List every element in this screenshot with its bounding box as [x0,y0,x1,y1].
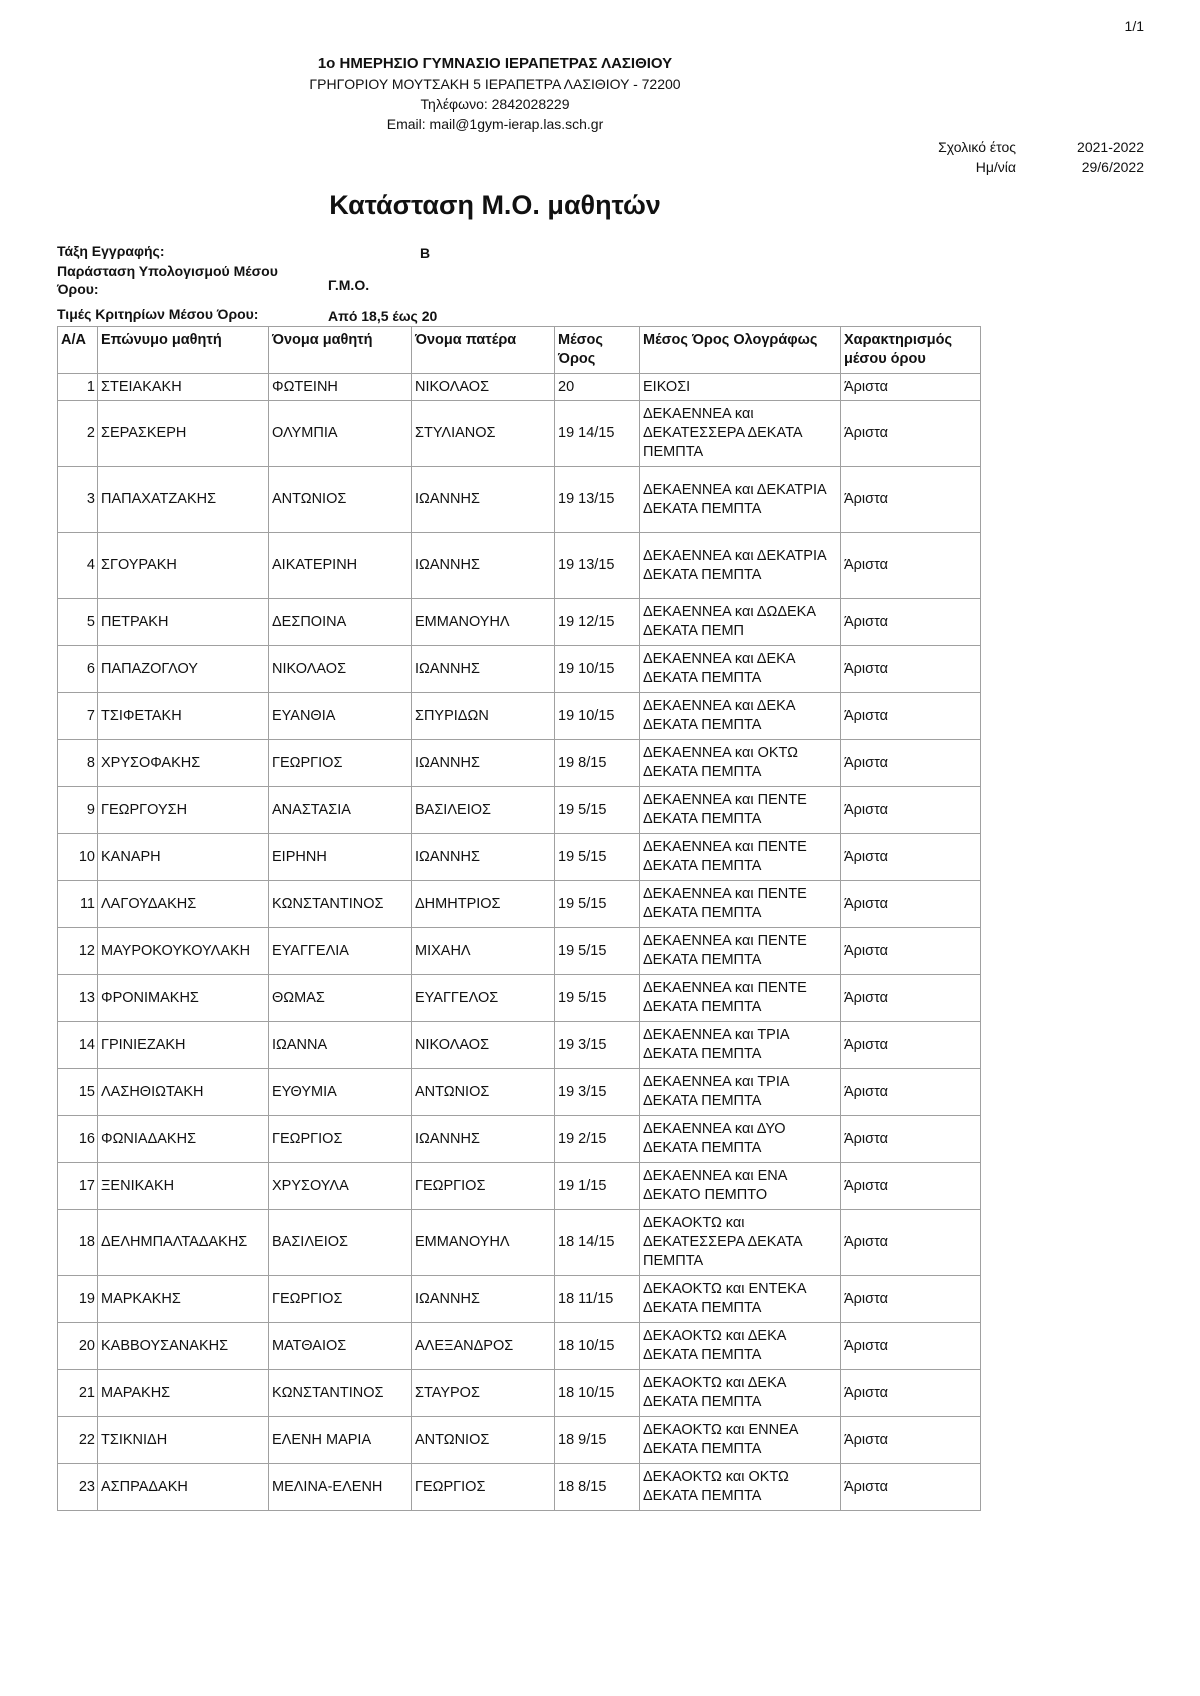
grade-label: Άριστα [841,467,981,533]
row-number: 12 [58,928,98,975]
average-in-words: ΔΕΚΑΕΝΝΕΑ και ΔΕΚΑΤΡΙΑ ΔΕΚΑΤΑ ΠΕΜΠΤΑ [640,467,841,533]
average-in-words: ΔΕΚΑΕΝΝΕΑ και ΠΕΝΤΕ ΔΕΚΑΤΑ ΠΕΜΠΤΑ [640,834,841,881]
row-number: 10 [58,834,98,881]
student-name: ΓΕΩΡΓΙΟΣ [269,1116,412,1163]
grade-label: Άριστα [841,1210,981,1276]
student-name: ΕΛΕΝΗ ΜΑΡΙΑ [269,1417,412,1464]
student-surname: ΓΕΩΡΓΟΥΣΗ [98,787,269,834]
student-surname: ΑΣΠΡΑΔΑΚΗ [98,1464,269,1511]
student-name: ΕΥΑΓΓΕΛΙΑ [269,928,412,975]
row-number: 6 [58,646,98,693]
average: 19 3/15 [555,1022,640,1069]
student-name: ΕΥΘΥΜΙΑ [269,1069,412,1116]
student-surname: ΤΣΙΚΝΙΔΗ [98,1417,269,1464]
table-row [58,693,981,740]
student-name: ΘΩΜΑΣ [269,975,412,1022]
grade-label: Άριστα [841,1022,981,1069]
student-surname: ΠΕΤΡΑΚΗ [98,599,269,646]
grade-label: Άριστα [841,1464,981,1511]
average-in-words: ΔΕΚΑΕΝΝΕΑ και ΠΕΝΤΕ ΔΕΚΑΤΑ ΠΕΜΠΤΑ [640,787,841,834]
col-avg-words: Μέσος Όρος Ολογράφως [640,327,841,374]
row-number: 22 [58,1417,98,1464]
col-name: Όνομα μαθητή [269,327,412,374]
school-year-label: Σχολικό έτος [938,139,1016,155]
row-number: 3 [58,467,98,533]
student-surname: ΦΩΝΙΑΔΑΚΗΣ [98,1116,269,1163]
student-surname: ΣΕΡΑΣΚΕΡΗ [98,401,269,467]
average: 18 9/15 [555,1417,640,1464]
page-number: 1/1 [1124,18,1144,34]
student-surname: ΞΕΝΙΚΑΚΗ [98,1163,269,1210]
table-row [58,1417,981,1464]
average: 19 12/15 [555,599,640,646]
student-name: ΑΝΤΩΝΙΟΣ [269,467,412,533]
average: 19 10/15 [555,646,640,693]
average: 19 2/15 [555,1116,640,1163]
father-name: ΙΩΑΝΝΗΣ [412,646,555,693]
student-surname: ΤΣΙΦΕΤΑΚΗ [98,693,269,740]
col-aa: Α/Α [58,327,98,374]
grade-label: Άριστα [841,740,981,787]
grade-label: Άριστα [841,1163,981,1210]
student-name: ΚΩΝΣΤΑΝΤΙΝΟΣ [269,881,412,928]
father-name: ΣΤΑΥΡΟΣ [412,1370,555,1417]
row-number: 14 [58,1022,98,1069]
average-in-words: ΔΕΚΑΕΝΝΕΑ και ΔΩΔΕΚΑ ΔΕΚΑΤΑ ΠΕΜΠ [640,599,841,646]
father-name: ΙΩΑΝΝΗΣ [412,1116,555,1163]
average-in-words: ΔΕΚΑΕΝΝΕΑ και ΤΡΙΑ ΔΕΚΑΤΑ ΠΕΜΠΤΑ [640,1022,841,1069]
range-value: Από 18,5 έως 20 [328,308,438,324]
average: 20 [555,374,640,401]
average: 19 14/15 [555,401,640,467]
father-name: ΙΩΑΝΝΗΣ [412,740,555,787]
average-in-words: ΔΕΚΑΟΚΤΩ και ΔΕΚΑ ΔΕΚΑΤΑ ΠΕΜΠΤΑ [640,1370,841,1417]
father-name: ΜΙΧΑΗΛ [412,928,555,975]
father-name: ΝΙΚΟΛΑΟΣ [412,374,555,401]
school-address: ΓΡΗΓΟΡΙΟΥ ΜΟΥΤΣΑΚΗ 5 ΙΕΡΑΠΕΤΡΑ ΛΑΣΙΘΙΟΥ - 72200 [309,76,681,92]
average-in-words: ΔΕΚΑΕΝΝΕΑ και ΕΝΑ ΔΕΚΑΤΟ ΠΕΜΠΤΟ [640,1163,841,1210]
grade-label: Άριστα [841,975,981,1022]
student-name: ΑΙΚΑΤΕΡΙΝΗ [269,533,412,599]
row-number: 7 [58,693,98,740]
father-name: ΣΠΥΡΙΔΩΝ [412,693,555,740]
row-number: 15 [58,1069,98,1116]
student-surname: ΛΑΓΟΥΔΑΚΗΣ [98,881,269,928]
range-label: Τιμές Κριτηρίων Μέσου Όρου: [57,306,259,322]
table-row [58,787,981,834]
father-name: ΙΩΑΝΝΗΣ [412,1276,555,1323]
average-in-words: ΕΙΚΟΣΙ [640,374,841,401]
average-in-words: ΔΕΚΑΕΝΝΕΑ και ΔΕΚΑΤΡΙΑ ΔΕΚΑΤΑ ΠΕΜΠΤΑ [640,533,841,599]
row-number: 13 [58,975,98,1022]
father-name: ΕΜΜΑΝΟΥΗΛ [412,1210,555,1276]
table-row [58,1323,981,1370]
row-number: 9 [58,787,98,834]
father-name: ΓΕΩΡΓΙΟΣ [412,1464,555,1511]
grade-label: Άριστα [841,693,981,740]
school-header [0,54,990,134]
student-surname: ΛΑΣΗΘΙΩΤΑΚΗ [98,1069,269,1116]
average-in-words: ΔΕΚΑΕΝΝΕΑ και ΤΡΙΑ ΔΕΚΑΤΑ ΠΕΜΠΤΑ [640,1069,841,1116]
row-number: 8 [58,740,98,787]
school-year-value: 2021-2022 [1077,139,1144,155]
student-surname: ΦΡΟΝΙΜΑΚΗΣ [98,975,269,1022]
father-name: ΕΥΑΓΓΕΛΟΣ [412,975,555,1022]
grade-label: Άριστα [841,533,981,599]
average-in-words: ΔΕΚΑΕΝΝΕΑ και ΠΕΝΤΕ ΔΕΚΑΤΑ ΠΕΜΠΤΑ [640,881,841,928]
table-row [58,740,981,787]
average-in-words: ΔΕΚΑΕΝΝΕΑ και ΔΥΟ ΔΕΚΑΤΑ ΠΕΜΠΤΑ [640,1116,841,1163]
father-name: ΙΩΑΝΝΗΣ [412,834,555,881]
student-name: ΟΛΥΜΠΙΑ [269,401,412,467]
average: 19 10/15 [555,693,640,740]
student-surname: ΜΑΡΑΚΗΣ [98,1370,269,1417]
grade-label: Άριστα [841,374,981,401]
class-value: Β [420,245,431,261]
table-row [58,1464,981,1511]
col-surname: Επώνυμο μαθητή [98,327,269,374]
col-grade: Χαρακτηρισμός μέσου όρου [841,327,981,374]
student-surname: ΧΡΥΣΟΦΑΚΗΣ [98,740,269,787]
student-surname: ΠΑΠΑΧΑΤΖΑΚΗΣ [98,467,269,533]
father-name: ΑΝΤΩΝΙΟΣ [412,1417,555,1464]
average-in-words: ΔΕΚΑΕΝΝΕΑ και ΠΕΝΤΕ ΔΕΚΑΤΑ ΠΕΜΠΤΑ [640,975,841,1022]
table-header-row [58,327,981,374]
table-row [58,1163,981,1210]
row-number: 11 [58,881,98,928]
average: 19 5/15 [555,834,640,881]
grade-label: Άριστα [841,1323,981,1370]
average: 19 5/15 [555,881,640,928]
average: 19 5/15 [555,928,640,975]
student-surname: ΚΑΝΑΡΗ [98,834,269,881]
average-in-words: ΔΕΚΑΕΝΝΕΑ και ΔΕΚΑ ΔΕΚΑΤΑ ΠΕΜΠΤΑ [640,646,841,693]
father-name: ΕΜΜΑΝΟΥΗΛ [412,599,555,646]
average-in-words: ΔΕΚΑΟΚΤΩ και ΔΕΚΑΤΕΣΣΕΡΑ ΔΕΚΑΤΑ ΠΕΜΠΤΑ [640,1210,841,1276]
meta-labels [900,137,1016,177]
grade-label: Άριστα [841,928,981,975]
calc-label: Παράσταση Υπολογισμού Μέσου Όρου: [57,263,278,297]
table-row [58,1022,981,1069]
date-label: Ημ/νία [975,159,1016,175]
father-name: ΣΤΥΛΙΑΝΟΣ [412,401,555,467]
student-name: ΒΑΣΙΛΕΙΟΣ [269,1210,412,1276]
grade-label: Άριστα [841,1276,981,1323]
father-name: ΓΕΩΡΓΙΟΣ [412,1163,555,1210]
row-number: 5 [58,599,98,646]
col-avg: Μέσος Όρος [555,327,640,374]
student-name: ΝΙΚΟΛΑΟΣ [269,646,412,693]
table-row [58,599,981,646]
row-number: 17 [58,1163,98,1210]
table-row [58,928,981,975]
row-number: 21 [58,1370,98,1417]
grade-label: Άριστα [841,881,981,928]
student-name: ΜΕΛΙΝΑ-ΕΛΕΝΗ [269,1464,412,1511]
average: 18 11/15 [555,1276,640,1323]
student-surname: ΜΑΥΡΟΚΟΥΚΟΥΛΑΚΗ [98,928,269,975]
table-row [58,533,981,599]
student-name: ΔΕΣΠΟΙΝΑ [269,599,412,646]
average: 19 13/15 [555,533,640,599]
table-row [58,467,981,533]
average-in-words: ΔΕΚΑΕΝΝΕΑ και ΔΕΚΑΤΕΣΣΕΡΑ ΔΕΚΑΤΑ ΠΕΜΠΤΑ [640,401,841,467]
father-name: ΒΑΣΙΛΕΙΟΣ [412,787,555,834]
father-name: ΙΩΑΝΝΗΣ [412,533,555,599]
class-label: Τάξη Εγγραφής: [57,243,165,259]
table-row [58,1210,981,1276]
page-title: Κατάσταση Μ.Ο. μαθητών [329,190,661,220]
meta-values [1040,137,1144,177]
grade-label: Άριστα [841,1069,981,1116]
row-number: 16 [58,1116,98,1163]
average: 18 8/15 [555,1464,640,1511]
average-in-words: ΔΕΚΑΟΚΤΩ και ΟΚΤΩ ΔΕΚΑΤΑ ΠΕΜΠΤΑ [640,1464,841,1511]
grade-label: Άριστα [841,1417,981,1464]
average: 19 5/15 [555,975,640,1022]
table-row [58,646,981,693]
average: 18 10/15 [555,1370,640,1417]
student-name: ΧΡΥΣΟΥΛΑ [269,1163,412,1210]
school-name: 1ο ΗΜΕΡΗΣΙΟ ΓΥΜΝΑΣΙΟ ΙΕΡΑΠΕΤΡΑΣ ΛΑΣΙΘΙΟΥ [317,55,673,72]
school-email: Email: mail@1gym-ierap.las.sch.gr [386,116,604,132]
student-surname: ΜΑΡΚΑΚΗΣ [98,1276,269,1323]
table-row [58,1276,981,1323]
table-row [58,401,981,467]
row-number: 20 [58,1323,98,1370]
average: 19 3/15 [555,1069,640,1116]
school-phone: Τηλέφωνο: 2842028229 [420,96,570,112]
grade-label: Άριστα [841,1116,981,1163]
table-row [58,1370,981,1417]
table-row [58,1069,981,1116]
father-name: ΑΛΕΞΑΝΔΡΟΣ [412,1323,555,1370]
average-in-words: ΔΕΚΑΟΚΤΩ και ΕΝΤΕΚΑ ΔΕΚΑΤΑ ΠΕΜΠΤΑ [640,1276,841,1323]
average: 19 8/15 [555,740,640,787]
row-number: 1 [58,374,98,401]
grade-label: Άριστα [841,599,981,646]
row-number: 18 [58,1210,98,1276]
student-surname: ΣΤΕΙΑΚΑΚΗ [98,374,269,401]
average: 19 13/15 [555,467,640,533]
col-father: Όνομα πατέρα [412,327,555,374]
average: 19 5/15 [555,787,640,834]
student-surname: ΓΡΙΝΙΕΖΑΚΗ [98,1022,269,1069]
student-name: ΑΝΑΣΤΑΣΙΑ [269,787,412,834]
table-row [58,1116,981,1163]
row-number: 23 [58,1464,98,1511]
student-name: ΓΕΩΡΓΙΟΣ [269,740,412,787]
student-name: ΕΥΑΝΘΙΑ [269,693,412,740]
average-in-words: ΔΕΚΑΟΚΤΩ και ΔΕΚΑ ΔΕΚΑΤΑ ΠΕΜΠΤΑ [640,1323,841,1370]
table-row [58,975,981,1022]
average: 18 14/15 [555,1210,640,1276]
student-surname: ΣΓΟΥΡΑΚΗ [98,533,269,599]
student-name: ΦΩΤΕΙΝΗ [269,374,412,401]
grade-label: Άριστα [841,834,981,881]
grade-label: Άριστα [841,1370,981,1417]
student-name: ΚΩΝΣΤΑΝΤΙΝΟΣ [269,1370,412,1417]
student-name: ΕΙΡΗΝΗ [269,834,412,881]
grade-label: Άριστα [841,787,981,834]
student-surname: ΔΕΛΗΜΠΑΛΤΑΔΑΚΗΣ [98,1210,269,1276]
father-name: ΔΗΜΗΤΡΙΟΣ [412,881,555,928]
father-name: ΝΙΚΟΛΑΟΣ [412,1022,555,1069]
average-in-words: ΔΕΚΑΟΚΤΩ και ΕΝΝΕΑ ΔΕΚΑΤΑ ΠΕΜΠΤΑ [640,1417,841,1464]
average-in-words: ΔΕΚΑΕΝΝΕΑ και ΔΕΚΑ ΔΕΚΑΤΑ ΠΕΜΠΤΑ [640,693,841,740]
grade-label: Άριστα [841,646,981,693]
calc-value: Γ.Μ.Ο. [328,277,370,293]
student-surname: ΚΑΒΒΟΥΣΑΝΑΚΗΣ [98,1323,269,1370]
father-name: ΑΝΤΩΝΙΟΣ [412,1069,555,1116]
row-number: 19 [58,1276,98,1323]
average: 18 10/15 [555,1323,640,1370]
father-name: ΙΩΑΝΝΗΣ [412,467,555,533]
date-value: 29/6/2022 [1081,159,1144,175]
students-table [57,326,981,1511]
student-name: ΓΕΩΡΓΙΟΣ [269,1276,412,1323]
student-name: ΜΑΤΘΑΙΟΣ [269,1323,412,1370]
grade-label: Άριστα [841,401,981,467]
row-number: 4 [58,533,98,599]
table-row [58,374,981,401]
table-row [58,834,981,881]
student-surname: ΠΑΠΑΖΟΓΛΟΥ [98,646,269,693]
average-in-words: ΔΕΚΑΕΝΝΕΑ και ΟΚΤΩ ΔΕΚΑΤΑ ΠΕΜΠΤΑ [640,740,841,787]
average-in-words: ΔΕΚΑΕΝΝΕΑ και ΠΕΝΤΕ ΔΕΚΑΤΑ ΠΕΜΠΤΑ [640,928,841,975]
student-name: ΙΩΑΝΝΑ [269,1022,412,1069]
table-row [58,881,981,928]
row-number: 2 [58,401,98,467]
average: 19 1/15 [555,1163,640,1210]
